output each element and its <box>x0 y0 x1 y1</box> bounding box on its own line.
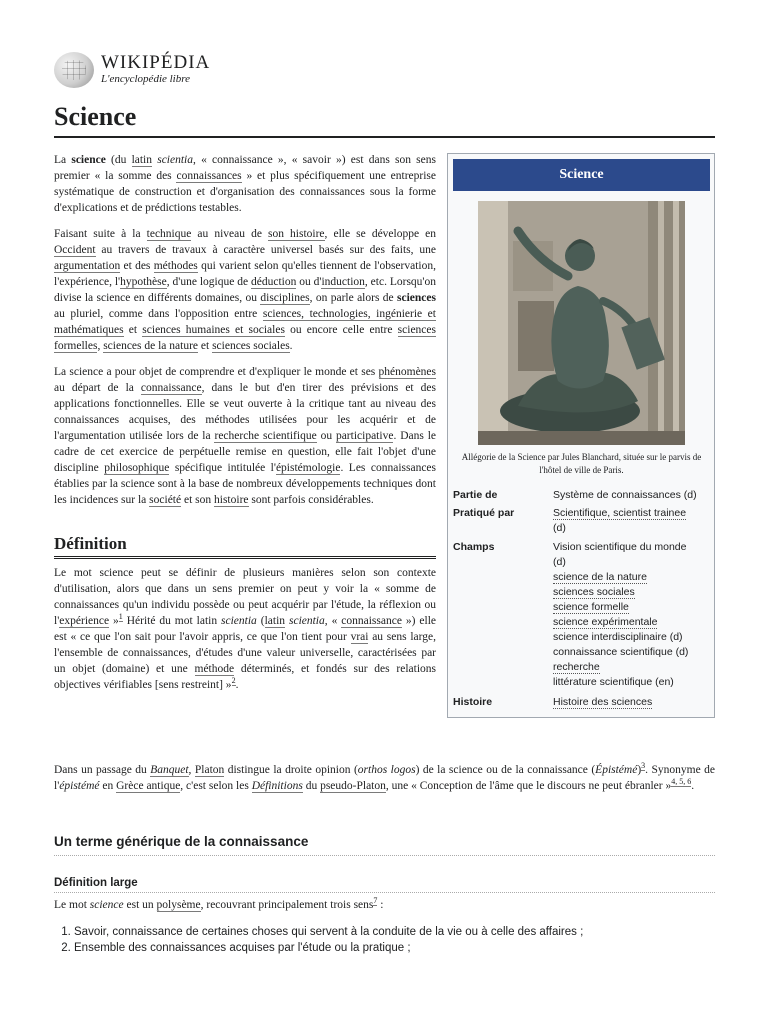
infobox-value[interactable]: science de la nature <box>553 571 647 583</box>
link-methodes[interactable]: méthodes <box>153 260 198 272</box>
link-pseudo-platon[interactable]: pseudo-Platon <box>320 780 386 792</box>
section-heading-definition-large: Définition large <box>54 877 715 893</box>
link-shs[interactable]: sciences humaines et sociales <box>142 324 285 336</box>
footnote-ref[interactable]: 1 <box>118 612 123 622</box>
link-definitions[interactable]: Définitions <box>251 780 303 792</box>
infobox-value[interactable]: science expérimentale <box>553 616 658 628</box>
infobox-value[interactable]: Histoire des sciences <box>553 696 653 708</box>
link-latin[interactable]: latin <box>264 615 286 627</box>
link-sciences-sociales[interactable]: sciences sociales <box>212 340 290 352</box>
large-intro-wrap <box>54 897 715 913</box>
intro-paragraph-2: Faisant suite à la technique au niveau de son histoire, elle se développe en Occident au travers de travaux à caractère universel basés sur des faits, une argumentation et des méthodes qui varient selon qu'elles tiennent de l'observation, l'expérience, l'hypothèse, d'une logique de déduction ou d'induction, etc. Lorsqu'on divise la science en différents domaines, ou disciplines, on parle alors de sciences au pluriel, comme dans l'opposition entre sciences, technologies, ingénierie et mathématiques et sciences humaines et sociales ou encore celle entre sciences formelles, sciences de la nature et sciences sociales. <box>54 228 436 352</box>
link-induction[interactable]: induction <box>321 276 365 288</box>
infobox-value[interactable]: (d) <box>553 522 566 534</box>
link-epistemologie[interactable]: épistémologie <box>275 462 341 474</box>
section-heading-definition: Définition <box>54 536 436 559</box>
list-item: 2. Ensemble des connaissances acquises par l'étude ou la pratique ; <box>74 940 714 956</box>
infobox-caption: Allégorie de la Science par Jules Blanchard, située sur le parvis de l'hôtel de ville de Paris. <box>461 452 702 475</box>
infobox-value[interactable]: littérature scientifique (en) <box>553 676 674 688</box>
link-phenomenes[interactable]: phénomènes <box>378 366 436 378</box>
link-platon[interactable]: Platon <box>194 764 225 776</box>
statue-image <box>478 201 685 445</box>
infobox-value[interactable]: Système de connaissances (d) <box>553 489 697 501</box>
link-stim[interactable]: sciences, technologies, ingénierie et mathématiques <box>54 308 436 336</box>
list-item: 1. Savoir, connaissance de certaines choses qui servent à la conduite de la vie ou à celle des affaires ; <box>74 924 714 940</box>
link-histoire[interactable]: histoire <box>214 494 249 506</box>
definition-paragraph-2: Dans un passage du Banquet, Platon distingue la droite opinion (orthos logos) de la science ou de la connaissance (Épistémé)$^3$. Synonyme de l'épistémé en Grèce antique, c'est selon les Définitions du pseudo-Platon, une « Conception de l'âme que le discours ne peut ébranler »$^{4, 5, 6}$. <box>54 761 715 792</box>
infobox-image[interactable] <box>478 201 685 445</box>
footnote-ref[interactable]: 7 <box>373 896 378 906</box>
link-latin[interactable]: latin <box>131 154 153 166</box>
link-polyseme[interactable]: polysème <box>156 899 201 911</box>
infobox-value[interactable]: science formelle <box>553 601 629 613</box>
wordmark: WIKIPÉDIA <box>101 52 211 73</box>
link-occident[interactable]: Occident <box>54 244 96 256</box>
link-disciplines[interactable]: disciplines <box>260 292 310 304</box>
wikipedia-globe-icon <box>54 52 94 88</box>
link-connaissances[interactable]: connaissances <box>176 170 242 182</box>
intro-paragraph-1: La science (du latin scientia, « connaissance », « savoir ») est dans son sens premier « la somme des connaissances » et plus spécifiquement une entreprise systématique de construction et d'organisation des connaissances sous la forme d'explications et de prédictions testables. <box>54 154 436 214</box>
definition-paragraph-2-wrap <box>54 762 715 794</box>
link-grece-antique[interactable]: Grèce antique <box>116 780 181 792</box>
infobox-title: Science <box>453 159 710 191</box>
page-title: Science <box>54 102 137 131</box>
article-column <box>54 152 436 703</box>
link-banquet[interactable]: Banquet <box>150 764 189 776</box>
link-connaissance[interactable]: connaissance <box>140 382 202 394</box>
link-argumentation[interactable]: argumentation <box>54 260 121 272</box>
title-divider <box>54 136 715 138</box>
section-heading-terme-generique: Un terme générique de la connaissance <box>54 834 715 856</box>
wikipedia-logo[interactable] <box>54 50 211 90</box>
link-connaissance[interactable]: connaissance <box>341 615 402 627</box>
intro-paragraph-3: La science a pour objet de comprendre et d'expliquer le monde et ses phénomènes au départ de la connaissance, dans le but d'en tirer des prévisions et des applications fonctionnelles. Elle se veut ouverte à la critique tant au niveau des connaissances acquises, des méthodes utilisées pour les acquérir et de l'argumentation utilisée lors de la recherche scientifique ou participative. Dans le cadre de cet exercice de perpétuelle remise en question, elle fait l'objet d'une discipline philosophique spécifique intitulée l'épistémologie. Les connaissances établies par la science sont à la base de nombreux développements techniques dont les incidences sur la société et son histoire sont parfois considérables. <box>54 366 437 506</box>
link-vrai[interactable]: vrai <box>350 631 369 643</box>
footnote-ref[interactable]: 4, 5, 6 <box>671 777 692 787</box>
definition-paragraph-1: Le mot science peut se définir de plusieurs manières selon son contexte d'utilisation, alors que dans un sens premier on peut y voir la « somme de connaissances qu'un individu possède ou peut acquérir par l'étude, la réflexion ou l'expérience »$^1$ Hérité du mot latin scientia (latin scientia, « connaissance ») elle est « ce que l'on sait pour l'avoir appris, ce que l'on tient pour vrai au sens large, l'ensemble de connaissances, d'études d'une valeur universelle, caractérisées par un objet (domaine) et une méthode déterminés, et fondés sur des relations objectives vérifiables [sens restreint] »$^2$. <box>54 567 436 691</box>
link-hypothese[interactable]: hypothèse <box>120 276 167 288</box>
link-philosophique[interactable]: philosophique <box>104 462 170 474</box>
tagline: L'encyclopédie libre <box>101 73 190 85</box>
infobox-value[interactable]: science interdisciplinaire (d) <box>553 631 683 643</box>
infobox-value[interactable]: recherche <box>553 661 600 673</box>
link-son-histoire[interactable]: son histoire <box>268 228 325 240</box>
link-recherche-scientifique[interactable]: recherche scientifique <box>214 430 317 442</box>
footnote-ref[interactable]: 2 <box>231 676 236 686</box>
link-experience[interactable]: expérience <box>59 615 110 627</box>
infobox-value[interactable]: (d) <box>553 556 566 568</box>
infobox-value[interactable]: Vision scientifique du monde <box>553 541 687 553</box>
link-societe[interactable]: société <box>149 494 182 506</box>
link-technique[interactable]: technique <box>146 228 192 240</box>
large-intro: Le mot science est un polysème, recouvrant principalement trois sens$^7$ : <box>54 896 384 911</box>
link-sciences-nature[interactable]: sciences de la nature <box>103 340 199 352</box>
infobox-value[interactable]: sciences sociales <box>553 586 635 598</box>
link-methode[interactable]: méthode <box>194 663 235 675</box>
footnote-ref[interactable]: 3 <box>641 761 646 771</box>
link-participative[interactable]: participative <box>335 430 394 442</box>
senses-list <box>54 924 714 956</box>
link-sciences-formelles[interactable]: sciences formelles <box>54 324 436 352</box>
infobox-value[interactable]: connaissance scientifique (d) <box>553 646 689 658</box>
infobox-value[interactable]: Scientifique, scientist trainee <box>553 507 687 519</box>
infobox: Science Allégorie de la Science par Jules Blanchard, située sur le parvis de l'hôtel de ville de Paris. Partie de Système de connaissances (d) Pratiqué par Scientifique, scientist trainee (d) Champs Vision scientifique du monde (d) science de la nature sciences sociales science formelle science expérimentale science interdisciplinaire (d) connaissance scientifique (d) recherche littérature scientifique (en) Histoire Histoire des sciences <box>447 153 715 718</box>
link-deduction[interactable]: déduction <box>250 276 297 288</box>
